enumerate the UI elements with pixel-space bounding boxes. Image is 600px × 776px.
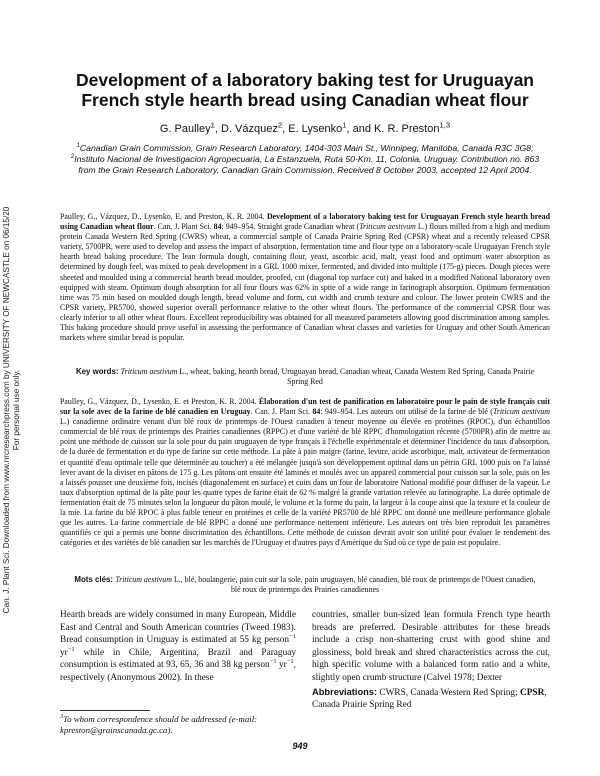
body-superscript: −1	[289, 633, 296, 641]
paper-title	[55, 70, 555, 110]
author-affiliation-mark: 2	[277, 120, 283, 130]
author-name: , E. Lysenko	[282, 123, 343, 135]
body-text: while in Chile, Argentina, Brazil and Paraguay consumption is estimated at 93, 65, 36 and 38 kg person	[60, 647, 296, 671]
paper-title-line1: Development of a laboratory baking test for Uruguayan	[76, 70, 534, 90]
mots-cles-text: L., blé, boulangerie, pain cuit sur la sole, pain uruguayen, blé canadien, blé roux de printemps de l'Ouest canadien, blé roux de printemps des Prairies canadiennes	[171, 575, 536, 594]
download-stamp-line2: For personal use only.	[12, 369, 21, 451]
footnote-mark: 3	[60, 714, 64, 721]
keywords-species: Triticum aestivum	[120, 367, 178, 376]
affiliation-mark: 2	[70, 153, 75, 161]
footnote-text: To whom correspondence should be addressed (e-mail: kpreston@grainscanada.gc.ca).	[60, 714, 258, 735]
affiliation-mark: 1	[76, 142, 80, 150]
abstract-pages: : 949–954. Straight grade Canadian wheat (	[221, 222, 360, 232]
page-number: 949	[292, 741, 308, 751]
footnote	[60, 714, 296, 736]
abbreviations-text: , Canada Prairie Spring Red	[312, 688, 547, 711]
resume-citation: Paulley, G., Vázquez, D., Lysenko, E. et Preston, K. R. 2004.	[60, 397, 259, 406]
abbreviations-label: Abbreviations:	[312, 687, 378, 697]
paper-title-line2: French style hearth bread using Canadian wheat flour	[81, 90, 529, 110]
body-text: , respectively (Anonymous 2002). In these	[60, 660, 296, 683]
resume-body: L.) canadienne ordinaire venant d'un blé roux de printemps de l'Ouest canadien à teneur moyenne ou élevée en protéines (RPOC), d'un échantillon commercial de blé roux de printemps des Prairies canadiennes (RPPC) et d'une variété de blé RPPC d'homologation récente (5700PR) afin de mettre au point une méthode de cuisson sur la sole pour du pain uruguayen de type français à l'échelle expérimentale et déterminer l'incidence du taux d'absorption, de la durée de fermentation et du type de farine sur cette méthode. La pâte à pain maigre (farine, levure, acide ascorbique, malt, activateur de fermentation et quantité d'eau optimale telle que déterminée au toucher) a été mélangée jusqu'à son développement optimal dans un pétrin GRL 1000 puis on l'a laissé lever avant de la diviser en pâtons de 175 g. Les pâtons ont ensuite été laminés et moulés avec un appareil commercial pour cuisson sur la sole, puis on les a laissés pousser une deuxième fois, incisés (diagonalement en surface) et cuits dans un four de laboratoire National modifié pour diffuser de la vapeur. Le taux d'absorption optimal de la pâte pour les quatre types de farine était de 62 % malgré la grande variation relevée au farinographe. La durée optimale de fermentation était de 75 minutes selon la longueur du pâton moulé, le volume et la forme du pain, la largeur à la coupe ainsi que la texture et la couleur de la mie. La farine du blé RPOC à plus faible teneur en protéines et celle de la variété PR5700 de blé RPPC ont donné une meilleure performance globale que les autres. La farine commerciale de blé RPPC a donné une performance nettement inférieure. Les auteurs ont très bien reproduit les paramètres quantifiés ce qui a permis une bonne discrimination des échantillons. Cette méthode de cuisson devrait avoir son utilité pour évaluer le rendement des catégories et des variétés de blé canadien sur les marchés de l'Uruguay et d'autres pays d'Amérique du Sud où ce type de pain est populaire.	[60, 417, 550, 548]
abstract-body: L.) flours milled from a high and medium protein Canada Western Red Spring (CWRS) wheat, a commercial sample of Canada Prairie Spring Red (CPSR) wheat and a recently released CPSR variety, 5700PR, were used to develop and assess the impact of absorption, fermentation time and flour type on a laboratory-scale Uruguayan French style hearth bread baking procedure. The lean formula dough, containing flour, yeast, ascorbic acid, malt, yeast food and optimum water absorption as determined by dough feel, was mixed to peak development in a GRL 1000 mixer, fermented, and divided into multiple (175-g) pieces. Dough pieces were sheeted and moulded using a commercial hearth bread moulder, proofed, cut (diagonal top surface cut) and baked in a modified National laboratory oven equipped with steam. Optimum dough absorption for all four flours was 62% in spite of a wide range in farinograph absorption. Optimum fermentation time was 75 min based on moulded dough length, bread volume and form, cut width and crumb texture and colour. The lower protein CWRS and the CPSR variety, PR5700, showed superior overall performance relative to the other wheat flours. The performance of the commercial CPSR flour was clearly inferior to all other wheat flours. Excellent reproducibility was obtained for all measured parameters allowing good discrimination among samples. This baking procedure should prove useful in assessing the performance of Canadian wheat classes and varieties for Uruguay and other South American markets where similar bread is popular.	[60, 222, 550, 343]
download-stamp-line1: Can. J. Plant Sci. Downloaded from www.nrcresearchpress.com by UNIVERSITY OF NEWCASTLE on 06/15/20	[2, 206, 11, 614]
body-superscript: −1	[67, 645, 75, 653]
body-superscript: −1	[269, 658, 277, 666]
abstract-english	[60, 212, 550, 343]
body-text: yr	[276, 660, 287, 671]
keywords	[70, 367, 540, 387]
body-text: countries, smaller bun-sized lean formula French type hearth breads are preferred. Desirable attributes for these breads include a crisp non-shattering crust with good shine and glossiness, bold break and shred characteristics across the cut, high specific volume with a balanced form ratio and a white, slightly open crumb structure (Calvel 1978; Dexter	[312, 610, 550, 683]
resume-species: Triticum aestivum	[492, 407, 550, 417]
resume-journal: . Can. J. Plant Sci.	[250, 407, 313, 417]
affiliation-text: Canadian Grain Commission, Grain Research Laboratory, 1404-303 Main St., Winnipeg, Manitoba, Canada R3C 3G8;	[79, 143, 534, 153]
download-stamp	[2, 150, 42, 670]
abstract-volume: 84	[213, 222, 222, 232]
author-affiliation-mark: 1	[210, 120, 215, 130]
affiliations	[70, 143, 540, 177]
abstract-species: Triticum aestivum	[359, 222, 416, 232]
body-column-right	[312, 609, 550, 685]
body-text: Hearth breads are widely consumed in many European, Middle East and Central and South American countries (Tweed 1983). Bread consumption in Uruguay is estimated at 55 kg person	[60, 610, 296, 646]
author-name: , and K. R. Preston	[346, 123, 440, 135]
abstract-french	[60, 397, 550, 548]
resume-volume: 84	[312, 407, 321, 417]
abbreviations	[312, 686, 550, 711]
author-affiliation-mark: 1,3	[439, 120, 451, 130]
body-column-left	[60, 609, 296, 685]
author-name: , D. Vázquez	[214, 123, 278, 135]
affiliation-text: Instituto Nacional de Investigacion Agropecuaria, La Estanzuela, Ruta 50-Km. 11, Colonia, Uruguay. Contribution no. 863 from the Grain Research Laboratory, Canadian Grain Commission. Received 8 October 2003, accepted 12 April 2004.	[74, 154, 540, 176]
footnote-divider	[60, 710, 150, 711]
author-list	[55, 122, 555, 136]
keywords-text: L., wheat, baking, hearth bread, Uruguayan bread, Canadian wheat, Canada Western Red Spring, Canada Prairie Spring Red	[177, 367, 535, 386]
abstract-journal: . Can. J. Plant Sci.	[153, 222, 214, 232]
body-text: yr	[60, 647, 68, 658]
abbreviations-text: CWRS, Canada Western Red Spring;	[377, 688, 521, 698]
keywords-label: Key words:	[75, 367, 121, 376]
body-superscript: −1	[286, 658, 294, 666]
abstract-citation: Paulley, G., Vázquez, D., Lysenko, E. and Preston, K. R. 2004.	[60, 212, 267, 221]
author-affiliation-mark: 1	[342, 120, 347, 130]
resume-pages: : 949–954. Les auteurs ont utilisé de la farine de blé (	[320, 407, 493, 417]
abbreviations-cpsr: CPSR	[520, 688, 545, 698]
author-name: G. Paulley	[159, 123, 211, 135]
mots-cles	[70, 575, 540, 595]
abstract-citation-title: Development of a laboratory baking test for Uruguayan French style hearth bread using Canadian wheat flour	[60, 212, 550, 232]
resume-citation-title: Élaboration d'un test de panification en laboratoire pour le pain de style français cuit sur la sole avec de la farine de blé canadien en Uruguay	[60, 397, 550, 417]
mots-cles-label: Mots clés:	[74, 575, 116, 584]
mots-cles-species: Triticum aestivum	[115, 575, 172, 584]
